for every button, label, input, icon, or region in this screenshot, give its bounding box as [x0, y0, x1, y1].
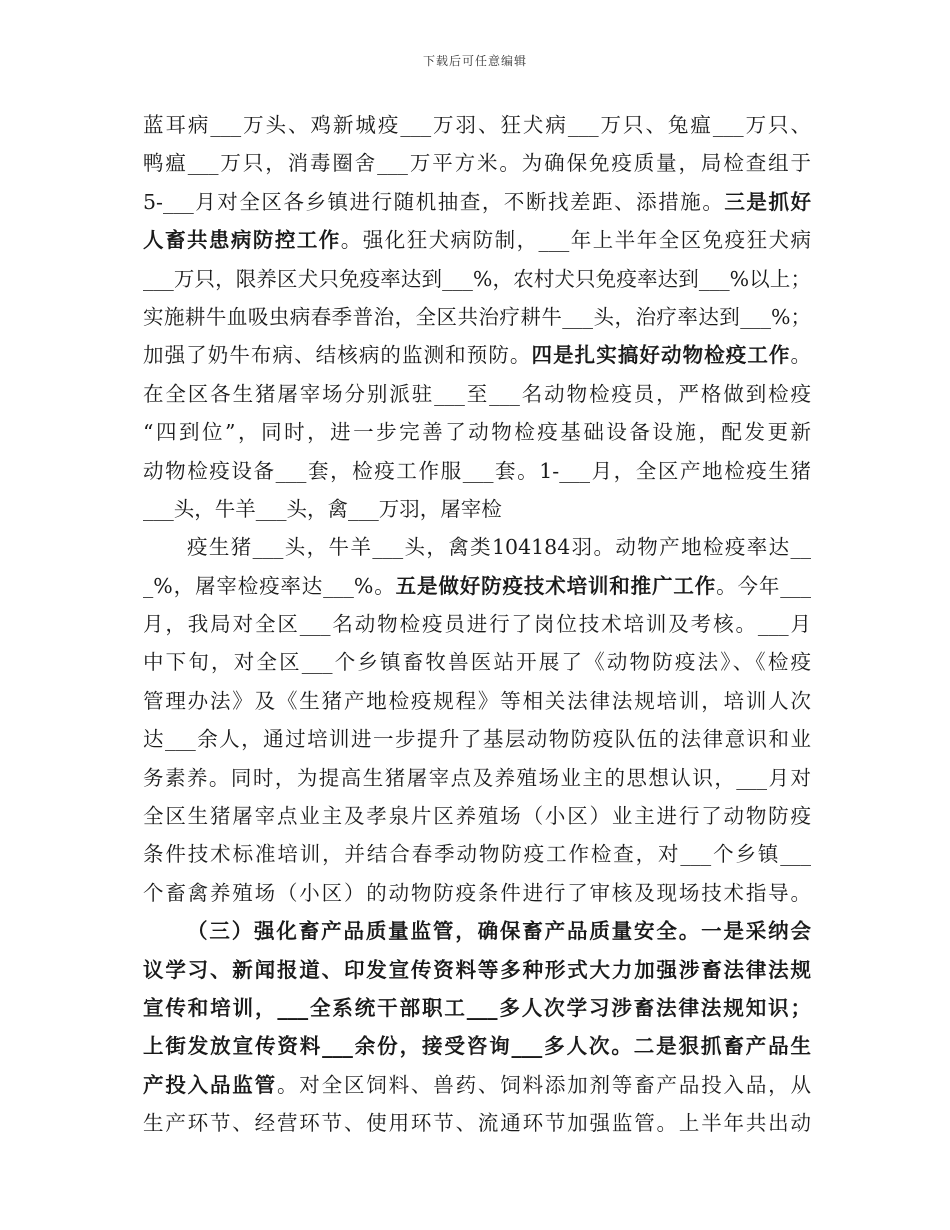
text-line	[143, 375, 811, 413]
text-line	[143, 1027, 811, 1065]
text-line	[143, 298, 811, 336]
text-segment: 月，我局对全区___名动物检疫员进行了岗位技术培训及考核。___月	[143, 612, 811, 637]
text-line	[143, 260, 811, 298]
text-segment: 在全区各生猪屠宰场分别派驻___至___名动物检疫员，严格做到检疫	[143, 381, 811, 406]
bold-text-segment: 上街发放宣传资料___余份，接受咨询___多人次。二是狠抓畜产品生	[143, 1034, 811, 1059]
text-segment: 个畜禽养殖场（小区）的动物防疫条件进行了审核及现场技术指导。	[143, 880, 811, 905]
text-segment: 。强化狂犬病防制，___年上半年全区免疫狂犬病	[340, 228, 812, 253]
bold-text-segment: 四是扎实搞好动物检疫工作	[531, 343, 791, 368]
text-segment: 5-___月对全区各乡镇进行随机抽查，不断找差距、添措施。	[143, 189, 725, 214]
text-segment: 全区生猪屠宰点业主及孝泉片区养殖场（小区）业主进行了动物防疫	[143, 804, 811, 829]
bold-text-segment: 人畜共患病防控工作	[143, 228, 341, 253]
text-line	[143, 1066, 811, 1104]
text-segment: 务素养。同时，为提高生猪屠宰点及养殖场业主的思想认识，___月对	[143, 765, 811, 790]
text-line	[143, 1104, 811, 1142]
bold-text-segment: （三）强化畜产品质量监管，确保畜产品质量安全。一是采纳会	[187, 919, 811, 944]
text-segment: 生产环节、经营环节、使用环节、流通环节加强监管。上半年共出动	[143, 1111, 811, 1136]
text-line	[143, 336, 811, 374]
text-segment: 。今年___	[716, 573, 812, 598]
text-segment: 条件技术标准培训，并结合春季动物防疫工作检查，对___个乡镇___	[143, 842, 811, 867]
text-segment: 达___余人，通过培训进一步提升了基层动物防疫队伍的法律意识和业	[143, 727, 811, 752]
text-line	[143, 221, 811, 259]
text-line	[143, 951, 811, 989]
bold-text-segment: 五是做好防疫技术培训和推广工作	[395, 573, 717, 598]
text-line	[143, 567, 811, 605]
text-segment: 管理办法》及《生猪产地检疫规程》等相关法律法规培训，培训人次	[143, 688, 811, 713]
document-body	[143, 106, 811, 1143]
bold-text-segment: 产投入品监管	[143, 1072, 277, 1097]
bold-text-segment: 议学习、新闻报道、印发宣传资料等多种形式大力加强涉畜法律法规	[143, 957, 811, 982]
text-line	[143, 912, 811, 950]
text-segment: 。对全区饲料、兽药、饲料添加剂等畜产品投入品，从	[276, 1072, 812, 1097]
bold-text-segment: 三是抓好	[724, 189, 812, 214]
bold-text-segment: 宣传和培训，___全系统干部职工___多人次学习涉畜法律法规知识；	[143, 995, 811, 1020]
text-line	[143, 643, 811, 681]
text-line	[143, 874, 811, 912]
text-segment: 实施耕牛血吸虫病春季普治，全区共治疗耕牛___头，治疗率达到___%；	[143, 304, 811, 329]
text-line	[143, 144, 811, 182]
text-line	[143, 720, 811, 758]
text-line	[143, 490, 811, 528]
text-line	[143, 528, 811, 566]
text-segment: ___万只，限养区犬只免疫率达到___%，农村犬只免疫率达到___%以上；	[143, 266, 811, 291]
text-segment: “四到位”，同时，进一步完善了动物检疫基础设备设施，配发更新	[143, 420, 811, 445]
text-line	[143, 835, 811, 873]
text-segment: 加强了奶牛布病、结核病的监测和预防。	[143, 343, 532, 368]
text-line	[143, 106, 811, 144]
text-segment: 鸭瘟___万只，消毒圈舍___万平方米。为确保免疫质量，局检查组于	[143, 151, 811, 176]
text-line	[143, 797, 811, 835]
text-line	[143, 989, 811, 1027]
text-segment: 。	[790, 343, 811, 368]
page-header: 下载后可任意编辑	[422, 54, 527, 68]
text-line	[143, 759, 811, 797]
text-line	[143, 183, 811, 221]
text-line	[143, 605, 811, 643]
text-line	[143, 452, 811, 490]
text-segment: _%，屠宰检疫率达___%。	[143, 573, 396, 598]
text-segment: 动物检疫设备___套，检疫工作服___套。1-___月，全区产地检疫生猪	[143, 458, 811, 483]
text-segment: ___头，牛羊___头，禽___万羽，屠宰检	[143, 496, 502, 521]
text-line	[143, 413, 811, 451]
text-segment: 中下旬，对全区___个乡镇畜牧兽医站开展了《动物防疫法》、《检疫	[143, 650, 811, 675]
text-segment: 蓝耳病___万头、鸡新城疫___万羽、狂犬病___万只、兔瘟___万只、	[143, 113, 811, 137]
text-line	[143, 682, 811, 720]
text-segment: 疫生猪___头，牛羊___头，禽类104184羽。动物产地检疫率达__	[187, 535, 811, 560]
